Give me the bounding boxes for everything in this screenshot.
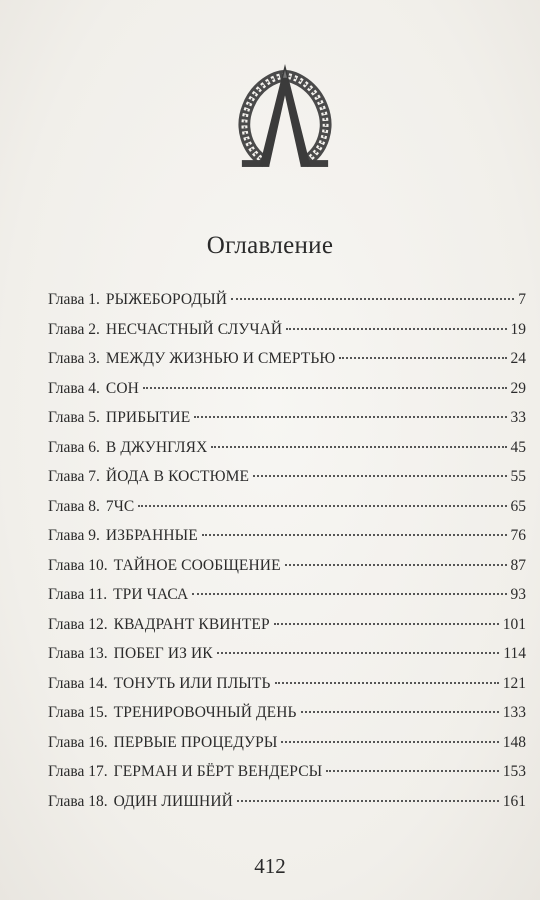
dot-leader (143, 387, 507, 389)
toc-entry-chapter: Глава 16. (48, 733, 108, 751)
toc-entry-page: 133 (502, 704, 526, 721)
toc-heading: Оглавление (206, 232, 334, 259)
toc-entry (48, 526, 526, 556)
toc-entry (48, 792, 526, 822)
toc-entry-page: 148 (502, 733, 526, 751)
toc-entry (48, 408, 526, 438)
toc-entry (48, 733, 526, 763)
dot-leader (192, 593, 506, 595)
toc-entry-page: 121 (502, 674, 526, 692)
toc-entry-page: 45 (510, 438, 526, 456)
toc-entry-page: 161 (502, 792, 526, 810)
dot-leader (274, 623, 499, 625)
toc-entry-chapter: Глава 7. (48, 468, 100, 485)
toc-entry-page: 24 (510, 350, 526, 367)
toc-entry-title: МЕЖДУ ЖИЗНЬЮ И СМЕРТЬЮ (105, 350, 336, 367)
toc-entry (48, 674, 526, 704)
toc-entry-title: ТОНУТЬ ИЛИ ПЛЫТЬ (113, 674, 271, 692)
toc-entry-title: ЙОДА В КОСТЮМЕ (105, 468, 250, 485)
toc-entry-title: СОН (105, 379, 139, 397)
toc-entry-chapter: Глава 17. (48, 763, 108, 780)
toc-entry (48, 585, 526, 615)
toc-entry-title: 7ЧС (105, 497, 135, 515)
toc-entry (48, 703, 526, 733)
dot-leader (326, 770, 499, 772)
dot-leader (275, 682, 499, 684)
toc-entry-title: ПОБЕГ ИЗ ИК (113, 645, 213, 662)
dot-leader (281, 741, 498, 743)
toc-entry-title: КВАДРАНТ КВИНТЕР (113, 615, 270, 633)
toc-entry-chapter: Глава 2. (48, 320, 100, 338)
toc-entry (48, 320, 526, 350)
toc-entry-page: 29 (510, 379, 526, 397)
toc-entry (48, 644, 526, 674)
toc-entry (48, 438, 526, 468)
toc-entry-chapter: Глава 3. (48, 350, 100, 367)
toc-entry-page: 55 (510, 468, 526, 485)
toc-entry (48, 497, 526, 527)
toc-entry (48, 615, 526, 645)
toc-entry-chapter: Глава 14. (48, 674, 108, 692)
toc-entry-page: 76 (510, 527, 526, 544)
dot-leader (211, 446, 506, 448)
dot-leader (231, 298, 514, 300)
toc-entry-chapter: Глава 1. (48, 291, 100, 308)
toc-entry-title: РЫЖЕБОРОДЫЙ (105, 291, 228, 308)
dot-leader (286, 328, 506, 330)
toc-entry-chapter: Глава 12. (48, 615, 108, 633)
toc-entry-title: ИЗБРАННЫЕ (105, 527, 198, 544)
toc-entry-chapter: Глава 5. (48, 409, 100, 426)
toc-entry-chapter: Глава 15. (48, 704, 108, 721)
toc-entry (48, 290, 526, 320)
toc-entry-chapter: Глава 4. (48, 379, 100, 397)
dot-leader (138, 505, 506, 507)
toc-entry-chapter: Глава 10. (48, 556, 108, 574)
toc-entry-chapter: Глава 9. (48, 527, 100, 544)
toc-entry-page: 33 (510, 409, 526, 426)
toc-entry-page: 65 (510, 497, 526, 515)
toc-entry-page: 114 (503, 645, 526, 662)
dot-leader (253, 475, 506, 477)
toc-entry-page: 19 (510, 320, 526, 338)
toc-entry-title: НЕСЧАСТНЫЙ СЛУЧАЙ (105, 320, 283, 338)
toc-entry (48, 762, 526, 792)
toc-entry-chapter: Глава 13. (48, 645, 108, 662)
toc-entry-chapter: Глава 8. (48, 497, 100, 515)
dot-leader (217, 652, 500, 654)
toc-entry-title: ПРИБЫТИЕ (105, 409, 191, 426)
toc-entry-title: ПЕРВЫЕ ПРОЦЕДУРЫ (113, 733, 278, 751)
toc-entry-page: 93 (510, 586, 526, 603)
toc-entry-chapter: Глава 18. (48, 792, 108, 810)
toc-entry-page: 87 (510, 556, 526, 574)
toc-entry-title: ГЕРМАН И БЁРТ ВЕНДЕРСЫ (113, 763, 323, 780)
toc-entry-title: ТРЕНИРОВОЧНЫЙ ДЕНЬ (113, 704, 297, 721)
dot-leader (237, 800, 499, 802)
alpha-omega-emblem-icon (236, 60, 334, 172)
toc-entry-chapter: Глава 11. (48, 586, 108, 603)
dot-leader (202, 534, 507, 536)
toc-list (48, 290, 526, 821)
toc-entry-page: 7 (518, 291, 526, 308)
toc-entry (48, 349, 526, 379)
toc-entry-page: 153 (502, 763, 526, 780)
toc-entry-title: В ДЖУНГЛЯХ (105, 438, 208, 456)
toc-entry-page: 101 (502, 615, 526, 633)
dot-leader (301, 711, 499, 713)
toc-entry (48, 556, 526, 586)
toc-entry-title: ТАЙНОЕ СООБЩЕНИЕ (113, 556, 281, 574)
toc-entry (48, 379, 526, 409)
toc-entry-title: ТРИ ЧАСА (113, 586, 189, 603)
dot-leader (194, 416, 506, 418)
dot-leader (285, 564, 507, 566)
toc-entry-chapter: Глава 6. (48, 438, 100, 456)
page-number: 412 (254, 854, 286, 878)
toc-entry (48, 467, 526, 497)
toc-entry-title: ОДИН ЛИШНИЙ (113, 792, 233, 810)
dot-leader (339, 357, 506, 359)
